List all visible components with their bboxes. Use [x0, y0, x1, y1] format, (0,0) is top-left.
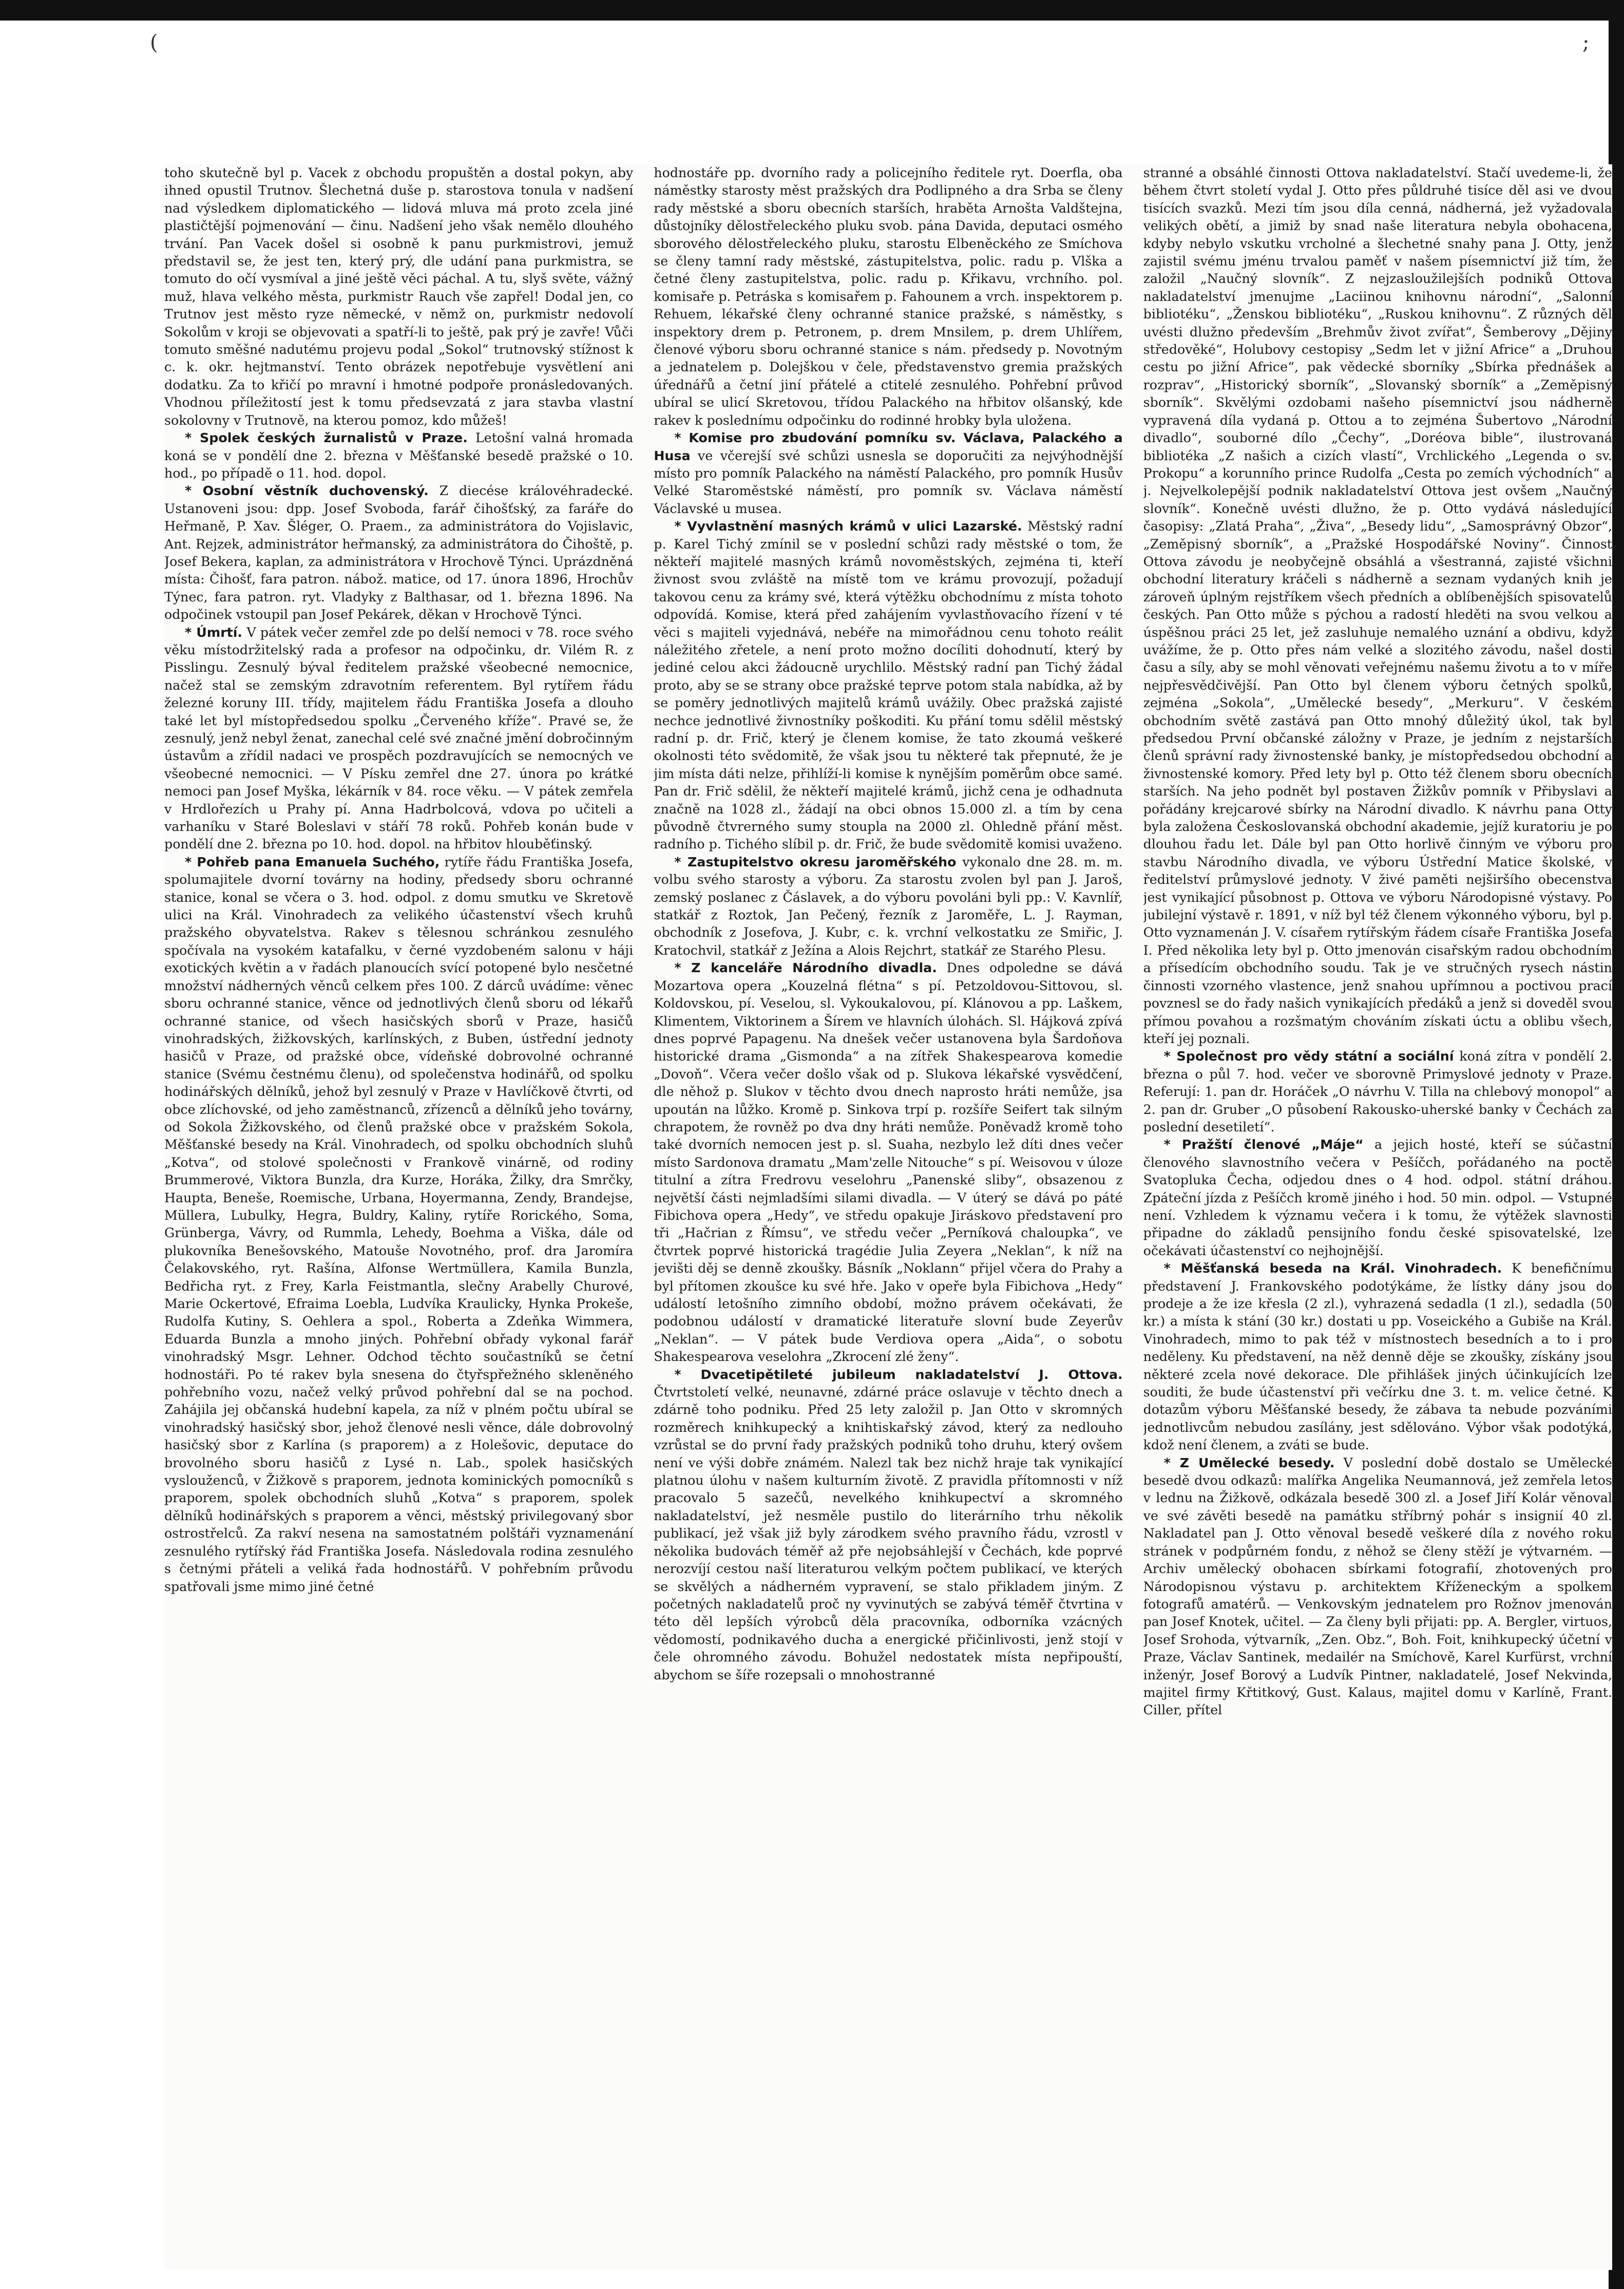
- right-scan-mark: ;: [1582, 31, 1590, 54]
- article-heading: * Měšťanská beseda na Král. Vinohradech.: [1163, 1261, 1502, 1276]
- article-paragraph: [654, 429, 1122, 518]
- columns: [164, 164, 1612, 2270]
- article-heading: * Pražští členové „Máje“: [1163, 1137, 1364, 1152]
- article-paragraph: [1143, 1454, 1612, 1719]
- column-2: [654, 164, 1122, 2270]
- article-heading: * Z kanceláře Národního divadla.: [674, 960, 937, 976]
- left-scan-mark: (: [150, 31, 158, 54]
- article-text: Městský radní p. Karel Tichý zmínil se v poslední schůzi rady městské o tom, že někteří majitelé masných krámů novoměstských, zejména ti, kteří živnost svou zvláště na místě tom ve krámu provozují, požadují takovou cenu za krámy své, která výtěžku obchodnímu z místa tohoto odpovídá. Komise, která před zahájením vyvlastňovacího řízení v té věci s majiteli vyjednává, nebéře na mimořádnou cenu tohoto reálit náležitého zřetele, a není proto možno docíliti dohodnutí, který by jediné celou akci žádoucně urychlilo. Městský radní pan Tichý žádal proto, aby se se strany obce pražské teprve potom stala nabídka, až by se poměry jednotlivých majitelů krámů uvážily. Obec pražská zajisté nechce jednotlivé živnostníky poškoditi. Ku přání tomu sdělil městský radní p. dr. Frič, který je členem komise, že tato zkoumá veškeré okolnosti této svědomitě, že však jsou tu některé tak přepnuté, že je jim místa dáti nelze, přihlíží-li komise k nynějším poměrům obce samé. Pan dr. Frič sdělil, že někteří majitelé krámů, jichž cena je odhadnuta značně na 1028 zl., žádají na obci obnos 15.000 zl. a tím by cena původně čtvrerného sumy stoupla na 2000 zl. Ohledně přání měst. radního p. Tichého slíbil p. dr. Frič, že bude svědomitě komisi uvaženo.: [654, 519, 1123, 852]
- article-paragraph: [1143, 1136, 1612, 1260]
- article-paragraph: [1143, 1260, 1612, 1454]
- article-heading: * Pohřeb pana Emanuela Suchého,: [185, 854, 440, 869]
- article-paragraph: [164, 624, 633, 854]
- article-paragraph: [1143, 1048, 1612, 1136]
- column-3: [1143, 164, 1612, 2270]
- article-heading: * Vyvlastnění masných krámů v ulici Lazarské.: [674, 519, 1022, 534]
- article-heading: * Osobní věstník duchovenský.: [185, 483, 429, 499]
- article-heading: * Z Umělecké besedy.: [1163, 1455, 1335, 1470]
- article-paragraph: [164, 482, 633, 623]
- article-text: toho skutečně byl p. Vacek z obchodu propuštěn a dostal pokyn, aby ihned opustil Trutnov. Šlechetná duše p. starostova tonula v nadšení nad výsledkem diplomatického — lidová mluva má proto zcela jiné plastičtější pojmenování — činu. Nadšení jeho však nemělo dlouhého trvání. Pan Vacek došel si osobně k panu purkmistrovi, jemuž představil se, že jest ten, který prý, dle udání pana purkmistra, se tomuto do očí vysmíval a jiné ještě věci páchal. A tu, slyš světe, vážný muž, hlava velkého města, purkmistr Rauch vše zapřel! Dodal jen, co Trutnov jest město ryze německé, v němž on, purkmistr nedovolí Sokolům v kroji se objevovati a spatří-li to ještě, pak prý je zavře! Vůči tomuto směšné nadutému projevu podal „Sokol“ trutnovský stížnost k c. k. okr. hejtmanství. Tento obrázek nepotřebuje vysvětlení ani dodatku. Za to křičí po mravní i hmotné podpoře pronásledovaných. Vhodnou příležitostí jest k tomu předsevzatá z jara stavba vlastní sokolovny v Trutnově, na kterou pomoz, kdo můžeš!: [164, 165, 634, 428]
- scan-marks: [0, 0, 1624, 67]
- article-text: Dnes odpoledne se dává Mozartova opera „Kouzelná flétna“ s pí. Petzoldovou-Sittovou, sl. Koldovskou, pí. Veselou, sl. Vykoukalovou, pí. Klánovou a pp. Laškem, Klimentem, Viktorinem a Šírem ve hlavních úlohách. Sl. Hájková zpívá dnes poprvé Papagenu. Na dnešek večer ustanovena byla Šardoňova historické drama „Gismonda“ a na zítřek Shakespearova komedie „Dovoň“. Včera večer došlo však od p. Slukova lékařské vysvědčení, dle něhož p. Slukov v těchto dvou dnech naprosto hráti nemůže, jsa upoután na lůžko. Kromě p. Sinkova trpí p. rozšíře Seifert tak silným chrapotem, že rovněž po dva dny hráti nemůže. Poněvadž kromě toho také dvorních nemocen jest p. sl. Suaha, nezbylo lež díti dnes večer místo Sardonova dramatu „Mam'zelle Nitouche“ s pí. Weisovou v úloze titulní a zítra Fredrovu veselohru „Panenské sliby“, obsazenou z největší části nejmladšími silami divadla. — V úterý se dává po páté Fibichova opera „Hedy“, ve středu opakuje Jiráskovo představení pro tři „Hačrian z Římsu“, ve středu večer „Perníková chaloupka“, ve čtvrtek poprvé historická tragédie Julia Zeyera „Neklan“, k níž na jevišti děj se denně zkoušky. Básník „Noklann“ přijel včera do Prahy a byl přítomen zkoušce ku své hře. Jako v opeře byla Fibichova „Hedy“ událostí letošního zimního období, možno právem očekávati, že podobnou událostí v dramatické literatuře slovní bude Zeyerův „Neklan“. — V pátek bude Verdiova opera „Aida“, o sobotu Shakespearova veselohra „Zkrocení zlé ženy“.: [654, 960, 1123, 1365]
- continued-paragraph: [1143, 164, 1612, 1048]
- article-text: ve včerejší své schůzi usnesla se doporučiti za nejvýhodnější místo pro pomník Palackého na náměstí Palackého, pro pomník Husův Velké Staroměstské náměstí, pro pomník sv. Václava náměstí Václavské u musea.: [654, 448, 1123, 516]
- article-text: hodnostáře pp. dvorního rady a policejního ředitele ryt. Doerfla, oba náměstky starosty měst pražských dra Podlipného a dra Srba se členy rady městské a sboru obecních starších, hraběta Arnošta Valdštejna, důstojníky dělostřeleckého pluku svob. pána Davida, deputaci osmého sborového dělostřeleckého pluku, starostu Elbeněckého ze Smíchova se členy tamní rady městské, zástupitelstva, polic. radu p. Vlška a četné členy zastupitelstva, polic. radu p. Křikavu, vrchního. pol. komisaře p. Petráska s komisařem p. Fahounem a vrch. inspektorem p. Rehuem, lékařské členy ochranné stanice pražské, s náměstky, s inspektory drem p. Petronem, p. drem Mnsilem, p. drem Uhlířem, členové výboru sboru ochranné stanice s nám. předsedy p. Novotným a jednatelem p. Dolejškou v čele, představenstvo gremia pražských úřednářů a četní jiní přátelé a ctitelé zesnulého. Pohřební průvod ubíral se ulicí Skretovou, třídou Palackého na hřbitov olšanský, kde rakev k poslednímu odpočinku do rodinné hrobky byla uložena.: [654, 165, 1123, 428]
- article-paragraph: [654, 854, 1122, 959]
- article-paragraph: [654, 959, 1122, 1366]
- newspaper-page: [164, 164, 1612, 2270]
- article-heading: * Zastupitelstvo okresu jaroměřského: [674, 854, 957, 869]
- article-heading: * Společnost pro vědy státní a sociální: [1163, 1049, 1454, 1064]
- article-text: Letošní valná hromada koná se v pondělí dne 2. března v Měšťanské besedě pražské o 10. hod., po případě o 11. hod. dopol.: [164, 430, 634, 481]
- article-heading: * Spolek českých žurnalistů v Praze.: [185, 430, 468, 446]
- article-paragraph: [654, 1366, 1122, 1684]
- article-text: K benefičnímu představení J. Frankovského podotýkáme, že lístky dány jsou do prodeje a že ize křesla (2 zl.), vyhrazená sedadla (1 zl.), sedadla (50 kr.) a místa k stání (30 kr.) dostati u pp. Voseického a Gubiše na Král. Vinohradech, mimo to pak též v místnostech besedních a to i pro neděleny. Ku představení, na něž denně děje se zkoušky, získány jsou některé zcela nové dekorace. Dle přihlášek jiných účinkujících lze souditi, že bude účastenství při večírku dne 3. t. m. velice četné. K dotazům výboru Měšťanské besedy, že zábava ta nebude pozváními jednotlivcům nebudou zasílány, jest sdělováno. Výbor však podotýká, kdož není členem, a zváti se bude.: [1143, 1261, 1612, 1453]
- article-text: a jejich hosté, kteří se súčastní členového slavnostního večera v Pešíčch, pořádaného na poctě Svatopluka Čecha, odjedou dnes o 4 hod. odpol. státní dráhou. Zpáteční jízda z Pešíčch kromě jiného i hod. 50 min. odpol. — Vstupné není. Vzhledem k významu večera i k tomu, že výtěžek slavnosti připadne do základů pensijního fondu české spisovatelské, lze očekávati účastenství co nejhojnější.: [1143, 1137, 1612, 1258]
- article-paragraph: [654, 518, 1122, 854]
- continued-paragraph: [164, 164, 633, 429]
- article-heading: * Dvacetipětileté jubileum nakladatelství J. Ottova.: [674, 1367, 1123, 1382]
- article-heading: * Komise pro zbudování pomníku sv. Václava, Palackého a Husa: [654, 430, 1123, 463]
- article-text: Čtvrtstoletí velké, neunavné, zdárné práce oslavuje v těchto dnech a zdárně toho podniku. Před 25 lety založil p. Jan Otto v skromných rozměrech knihkupecký a knihtiskařský závod, který za nedlouho vzrůstal se do první řady pražských podniků toho druhu, který ovšem není ve výši dobře známém. Nalezl tak bez nichž hraje tak vynikající platnou úlohu v našem kulturním životě. Z pravidla přítomnosti v níž pracovalo 5 sazečů, nevelkého knihkupectví a skromného nakladatelství, jež nesměle pustilo do literárního trhu několik publikací, jež však již byly zárodkem svého pravního řádu, vzrostl v několika budovách téměř až pře nejobsáhlejší v Čechách, kde poprvé nerozvíjí cestou naší literaturou velkým počtem publikací, ve kterých se skvělých a nádherném vypravení, se stalo přikladem jiným. Z početných nakladatelů proč ny vyvinutých se zabývá téměř čtvrtina v této děl lepších výrobců děla pracovníka, odborníka vzácných vědomostí, podnikavého ducha a energické přičinlivosti, jenž stojí v čele ohromného závodu. Bohužel nedostatek místa nepřipouští, abychom se šíře rozepsali o mnohostranné: [654, 1385, 1123, 1682]
- article-paragraph: [164, 429, 633, 482]
- article-text: V pátek večer zemřel zde po delší nemoci v 78. roce svého věku místodržitelský rada a profesor na odpočinku, dr. Vilém R. z Pisslingu. Zesnulý býval ředitelem pražské všeobecné nemocnice, načež stal se zemským zdravotním referentem. Byl rytířem řádu železné koruny III. třídy, majitelem řádu Františka Josefa a dlouho také let byl místopředsedou spolku „Červeného kříže“. Pravé se, že zesnulý, jenž nebyl ženat, zanechal celé své značné jmění dobročinným ústavům a zřídil nadaci ve prospěch pozdravujících se nemocných ve všeobecné nemocnici. — V Písku zemřel dne 27. února po krátké nemoci pan Josef Myška, lékárník v 84. roce věku. — V pátek zemřela v Hrdlořezích u Prahy pí. Anna Hadrbolcová, vdova po učiteli a varhaníku v Staré Boleslavi v stáří 78 roků. Pohřeb konán bude v pondělí dne 2. března po 10. hod. dopol. na hřbitov hlouběťinský.: [164, 625, 634, 852]
- article-text: koná zítra v pondělí 2. března o půl 7. hod. večer ve sborovně Primyslové jednoty v Praze. Referují: 1. pan dr. Horáček „O návrhu V. Tilla na chlebový monopol“ a 2. pan dr. Gruber „O působení Rakousko-uherské banky v Čechách za poslední desetiletí“.: [1143, 1049, 1612, 1134]
- column-1: [164, 164, 633, 2270]
- article-text: V poslední době dostalo se Umělecké besedě dvou odkazů: malířka Angelika Neumannová, jež zemřela letos v lednu na Žižkově, odkázala besedě 300 zl. a Josef Jiří Kolár věnoval ve své závěti besedě na památku stříbrný pohár s insignií 40 zl. Nakladatel pan J. Otto věnoval besedě veškeré díla z nového roku stránek v podpůrném fondu, z něhož se členy stěží je výtvarném. — Archiv umělecký obohacen sbírkami fotografií, zhotovených pro Národopisnou výstavu p. architektem Kříženeckým a spolkem fotografů amatérů. — Venkovským jednatelem pro Rožnov jmenován pan Josef Knotek, učitel. — Za členy byli přijati: pp. A. Bergler, virtuos, Josef Srohoda, výtvarník, „Zen. Obz.“, Boh. Foit, knihkupecký účetní v Praze, Václav Santinek, medailér na Smíchově, Karel Kurfürst, vrchní inženýr, Josef Borový a Ludvík Pintner, nakladatelé, Josef Nekvinda, majitel firmy Křtitkový, Gust. Kalaus, majitel domu v Karlíně, Frant. Ciller, přítel: [1143, 1455, 1612, 1718]
- article-text: vykonalo dne 28. m. m. volbu svého starosty a výboru. Za starostu zvolen byl pan J. Jaroš, zemský poslanec z Čáslavek, a do výboru povoláni byli pp.: V. Kavnlíř, statkář z Roztok, Jan Pečený, řezník z Jaroměře, L. J. Rayman, obchodník z Josefova, J. Kubr, c. k. vrchní velkostatku ze Smiřic, J. Kratochvil, statkář z Ježína a Alois Rejchrt, statkář ze Starého Plesu.: [654, 854, 1123, 958]
- article-text: stranné a obsáhlé činnosti Ottova nakladatelství. Stačí uvedeme-li, že během čtvrt století vydal J. Otto přes půldruhé tisíce děl asi ve dvou tisících svazků. Mezi tím jsou díla cenná, nádherná, jež vyžadovala velikých obětí, a jimiž by snad naše literatura nebyla obohacena, kdyby nebylo vskutku vrcholné a šlechetné snahy pana J. Otty, jenž zajistil svému jménu trvalou paměť v našem písemnictví již tím, že založil „Naučný slovník“. Z nejzasloužilejších podniků Ottova nakladatelství jmenujme „Laciinou knihovnu národní“, „Salonní bibliotéku“, „Ženskou bibliotéku“, „Ruskou knihovnu“. Z různých děl uvésti dlužno především „Brehmův život zvířat“, Šemberovy „Dějiny středověké“, Holubovy cestopisy „Sedm let v jižní Africe“ a „Druhou cestu po jižní Africe“, pak vědecké sborníky „Sbírka přednášek a rozprav“, „Historický sborník“, „Slovanský sborník“ a „Zeměpisný sborník“. Skvělými ozdobami našeho písemnictví jsou nádherně vypravená díla vydaná p. Ottou a to zejména Šubertovo „Národní divadlo“, souborné dílo „Čechy“, „Doréova bible“, ilustrovaná bibliotéka „Z našich a cizích vlastí“, Vrchlického „Legenda o sv. Prokopu“ a korunního prince Rudolfa „Cesta po zemích východních“ a j. Nejvelkolepější podnik nakladatelství Ottova jest ovšem „Naučný slovník“. Konečně uvésti dlužno, že p. Otto vydává následující časopisy: „Zlatá Praha“, „Živa“, „Besedy lidu“, „Samosprávný Obzor“, „Zeměpisný sborník“, a „Pražské Hospodářské Noviny“. Činnost Ottova závodu je neobyčejně obsáhlá a všestranná, zajisté všichni obchodní literatury kráčeli s nádherně a seznam vydaných knih je zároveň úplným rejstříkem všech předních a oblíbenějších spisovatelů českých. Pan Otto může s pýchou a radostí hleděti na svou velkou a úspěšnou práci 25 let, jež zasluhuje nemalého uznání a obdivu, když uvážíme, že p. Otto přes nám velké a slozitého závodu, našel dosti času a síly, aby se mohl věnovati veřejnému našemu životu a to v míře nejpřesvědčivější. Pan Otto byl členem výboru četných spolků, zejména „Sokola“, „Umělecké besedy“, „Merkuru“. V českém obchodním světě zastává pan Otto mnohý důležitý úkol, tak byl předsedou První občanské záložny v Praze, je jedním z nejstarších členů správní rady živnostenské banky, je místopředsedou obchodní a živnostenské komory. Před lety byl p. Otto též členem sboru obecních starších. Na jeho podnět byl postaven Žižkův pomník v Přibyslavi a pořádány krejcarové sbírky na Národní divadlo. K návrhu pana Otty byla založena Českoslovanská obchodní akademie, jejíž kuratoriu je po dlouhou řadu let. Dále byl pan Otto horlivě činným ve výboru pro stavbu Národního divadla, ve výboru Ústřední Matice školské, v ředitelství průmyslové jednoty. V živé paměti nejširšího obecenstva jest vynikající působnost p. Ottova ve výboru Národopisné výstavy. Po jubilejní výstavě r. 1891, v níž byl též členem výkonného výboru, byl p. Otto vyznamenán J. V. císařem rytířským řádem císaře Františka Josefa I. Před několika lety byl p. Otto jmenován cisařským radou obchodním a přísedícím obchodního soudu. Tak je ve stručných rysech nástin činnosti vzorného vlastence, jenž snahou upřímnou a poctivou prací povznesl se do řady našich vynikajících předáků a jenž si doveděl svou přímou povahou a rozšmatým chováním získati úctu a oblibu všech, kteří jej poznali.: [1143, 165, 1612, 1046]
- article-paragraph: [164, 854, 633, 1596]
- article-text: Z diecése královéhradecké. Ustanoveni jsou: dpp. Josef Svoboda, farář čihošťský, za faráře do Heřmaně, P. Xav. Šléger, O. Praem., za administrátora do Vojislavic, Ant. Rejzek, administrátor heřmanský, za administrátora do Čihoště, p. Josef Bekera, kaplan, za administrátora v Hrochově Týnci. Uprázdněná místa: Čihošť, fara patron. nábož. matice, od 17. února 1896, Hrochův Týnec, fara patron. ryt. Vladyky z Balthasar, od 1. března 1896. Na odpočinek vstoupil pan Josef Pekárek, děkan v Hrochově Týnci.: [164, 483, 634, 622]
- article-text: rytíře řádu Františka Josefa, spolumajitele dvorní továrny na hodiny, předsedy sboru ochranné stanice, konal se včera o 3. hod. odpol. z domu smutku ve Skretově ulici na Král. Vinohradech za velikého účastenství všech kruhů pražského obyvatelstva. Rakev s tělesnou schránkou zesnulého spočívala na vysokém katafalku, v černé vyzdobeném salonu v háji exotických květin a v řadách planoucích svící potopené bylo nesčetné množství nádherných věnců celkem přes 100. Z dárců uvádíme: věnec sboru ochranné stanice, věnce od jednotlivých členů sboru od lékařů ochranné stanice, od všech hasičských sborů v Praze, hasičů vinohradských, žižkovských, karlínských, z Buben, ústřední jednoty hasičů v Praze, od pražské obce, vídeňské dobrovolné ochranné stanice (Svému čestnému členu), od společenstva hodinářů, od spolku hodinářských dělníků, jehož byl zesnulý v Praze v Havlíčkově čtvrti, od obce zlíchovské, od jeho zaměstnanců, zřízenců a dělníků jeho továrny, od Sokola Žižkovského, od členů pražské obce v pražském Sokola, Měšťanské besedy na Král. Vinohradech, od spolku obchodních sluhů „Kotva“, od stolové společnosti v Frankově vinárně, od rodiny Brummerové, Viktora Bunzla, dra Kurze, Horáka, Žilky, dra Smrčky, Haupta, Beneše, Roemische, Urbana, Hoyermanna, Zendy, Brandejse, Müllera, Lubulky, Hegra, Buldry, Kaliny, rytíře Rorického, Soma, Grünberga, Vávry, od Rummla, Lehedy, Boehma a Viška, dále od plukovníka Benešovského, Matouše Novotného, prof. dra Jaromíra Čelakovského, ryt. Rašína, Alfonse Wertmüllera, Kamila Bunzla, Bedřicha ryt. z Frey, Karla Feistmantla, slečny Arabelly Churové, Marie Ockertové, Efraima Loebla, Ludvíka Kraulicky, Hynka Prokeše, Rudolfa Kutiny, S. Oehlera a spol., Roberta a Zdeňka Wimmera, Eduarda Bunzla a mnoho jiných. Pohřební obřady vykonal farář vinohradský Msgr. Lehner. Odchod těchto součastníků se četní hodnostáři. Po té rakev byla snesena do čtyřspřežného skleněného pohřebního vozu, načež velký průvod pohřební dal se na pochod. Zahájila jej občanská hudební kapela, za níž v plném počtu ubíral se vinohradský hasičský sbor, jehož členové nesli věnce, dále dobrovolný hasičský sbor z Karlína (s praporem) a z Holešovic, deputace do brovolného sboru hasičů z Lysé n. Lab., spolek hasičských vyslouženců, v Žižkově s praporem, jednota kominických pomocníků s praporem, spolek obchodních sluhů „Kotva“ s praporem, spolek dělníků hodinářských s praporem a věnci, městský privilegovaný sbor ostrostřelců. Za rakví nesena na samostatném polštáři vyznamenání zesnulého rytířský řád Františka Josefa. Následovala rodina zesnulého s četnými přáteli a veliká řada hodnostářů. V pohřebním průvodu spatřovali jsme mimo jiné četné: [164, 854, 634, 1594]
- continued-paragraph: [654, 164, 1122, 429]
- article-heading: * Úmrtí.: [185, 625, 243, 640]
